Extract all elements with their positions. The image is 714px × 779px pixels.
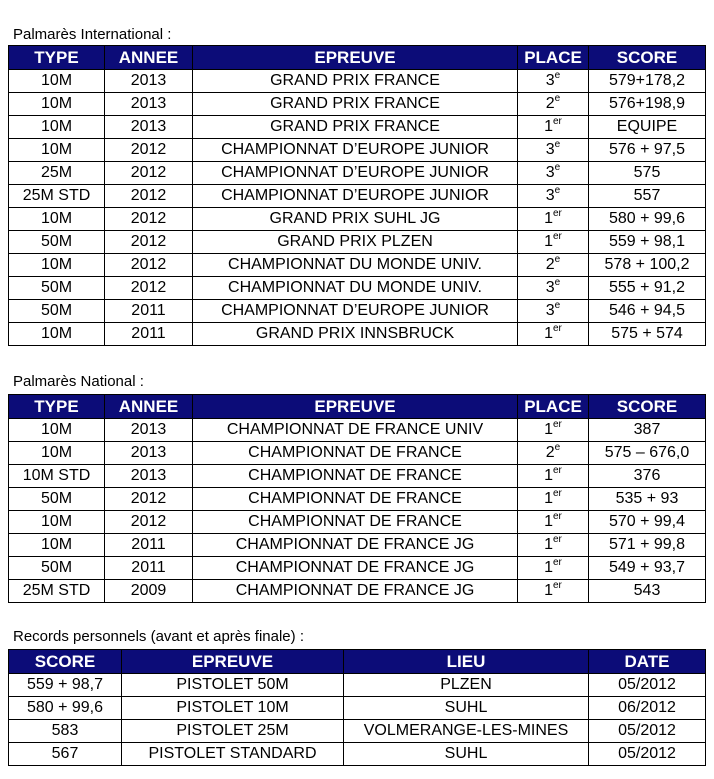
cell-type: 10M (9, 208, 105, 231)
cell-year: 2013 (105, 93, 193, 116)
cell-event: PISTOLET 50M (122, 674, 344, 697)
cell-year: 2011 (105, 323, 193, 346)
header-score: SCORE (589, 395, 706, 419)
place-number: 1 (544, 536, 553, 553)
header-event: EPREUVE (193, 395, 518, 419)
cell-place (518, 93, 589, 116)
cell-score: 557 (589, 185, 706, 208)
cell-date: 05/2012 (589, 720, 706, 743)
table-row (9, 511, 706, 534)
cell-place (518, 70, 589, 93)
place-number: 3 (545, 141, 555, 158)
table-row (9, 534, 706, 557)
cell-event: GRAND PRIX PLZEN (193, 231, 518, 254)
cell-year: 2011 (105, 557, 193, 580)
cell-place (518, 208, 589, 231)
cell-event: CHAMPIONNAT DE FRANCE (193, 488, 518, 511)
place-suffix: e (554, 161, 561, 173)
cell-year: 2012 (105, 208, 193, 231)
cell-event: CHAMPIONNAT D’EUROPE JUNIOR (193, 185, 518, 208)
cell-year: 2013 (105, 116, 193, 139)
place-suffix: e (554, 253, 561, 265)
table-row (9, 185, 706, 208)
place-suffix: e (554, 441, 561, 453)
table-row (9, 465, 706, 488)
place-suffix: er (553, 579, 562, 591)
table-row (9, 419, 706, 442)
table-row (9, 674, 706, 697)
cell-event: PISTOLET STANDARD (122, 743, 344, 766)
cell-score: EQUIPE (589, 116, 706, 139)
cell-year: 2013 (105, 70, 193, 93)
place-number: 1 (544, 233, 553, 250)
place-suffix: e (554, 69, 561, 81)
place-suffix: er (553, 464, 562, 476)
cell-score: 559 + 98,1 (589, 231, 706, 254)
cell-place (518, 116, 589, 139)
cell-year: 2012 (105, 231, 193, 254)
cell-year: 2012 (105, 185, 193, 208)
header-year: ANNEE (105, 46, 193, 70)
cell-event: GRAND PRIX FRANCE (193, 116, 518, 139)
cell-location: SUHL (344, 743, 589, 766)
table-row (9, 254, 706, 277)
header-year: ANNEE (105, 395, 193, 419)
header-place: PLACE (518, 46, 589, 70)
place-number: 2 (545, 95, 555, 112)
cell-date: 05/2012 (589, 743, 706, 766)
cell-event: CHAMPIONNAT DE FRANCE (193, 442, 518, 465)
cell-event: CHAMPIONNAT DE FRANCE (193, 465, 518, 488)
cell-score: 580 + 99,6 (9, 697, 122, 720)
cell-type: 10M (9, 323, 105, 346)
header-type: TYPE (9, 395, 105, 419)
place-suffix: er (553, 487, 562, 499)
cell-score: 387 (589, 419, 706, 442)
place-suffix: er (553, 115, 562, 127)
cell-place (518, 254, 589, 277)
header-date: DATE (589, 650, 706, 674)
cell-location: PLZEN (344, 674, 589, 697)
cell-type: 25M STD (9, 185, 105, 208)
table-row (9, 116, 706, 139)
cell-year: 2013 (105, 465, 193, 488)
cell-event: CHAMPIONNAT D’EUROPE JUNIOR (193, 139, 518, 162)
cell-place (518, 231, 589, 254)
place-suffix: er (553, 418, 562, 430)
header-type: TYPE (9, 46, 105, 70)
cell-event: CHAMPIONNAT DE FRANCE JG (193, 557, 518, 580)
cell-location: VOLMERANGE-LES-MINES (344, 720, 589, 743)
table-header-row (9, 46, 706, 70)
cell-score: 579+178,2 (589, 70, 706, 93)
cell-score: 576 + 97,5 (589, 139, 706, 162)
header-score: SCORE (9, 650, 122, 674)
cell-score: 576+198,9 (589, 93, 706, 116)
table-row (9, 720, 706, 743)
table-row (9, 442, 706, 465)
place-number: 1 (544, 118, 553, 135)
place-number: 1 (544, 513, 553, 530)
cell-type: 50M (9, 300, 105, 323)
cell-year: 2011 (105, 534, 193, 557)
cell-event: GRAND PRIX FRANCE (193, 70, 518, 93)
cell-place (518, 277, 589, 300)
table-row (9, 162, 706, 185)
cell-type: 10M (9, 93, 105, 116)
place-number: 3 (545, 164, 555, 181)
cell-year: 2012 (105, 488, 193, 511)
cell-score: 575 + 574 (589, 323, 706, 346)
table-row (9, 208, 706, 231)
cell-type: 10M (9, 534, 105, 557)
place-suffix: er (553, 322, 562, 334)
table-row (9, 580, 706, 603)
place-number: 1 (544, 490, 553, 507)
records-title: Records personnels (avant et après finale) : (13, 628, 304, 645)
cell-event: GRAND PRIX SUHL JG (193, 208, 518, 231)
place-suffix: er (553, 510, 562, 522)
cell-type: 25M (9, 162, 105, 185)
place-number: 1 (544, 421, 553, 438)
place-number: 3 (545, 72, 555, 89)
place-number: 2 (545, 444, 555, 461)
header-place: PLACE (518, 395, 589, 419)
cell-score: 567 (9, 743, 122, 766)
cell-type: 50M (9, 231, 105, 254)
cell-type: 10M (9, 139, 105, 162)
cell-place (518, 442, 589, 465)
cell-type: 10M (9, 511, 105, 534)
cell-date: 06/2012 (589, 697, 706, 720)
table-row (9, 557, 706, 580)
table-row (9, 70, 706, 93)
cell-place (518, 511, 589, 534)
place-number: 3 (545, 302, 555, 319)
cell-location: SUHL (344, 697, 589, 720)
cell-score: 543 (589, 580, 706, 603)
cell-year: 2011 (105, 300, 193, 323)
records-table (8, 649, 706, 766)
place-suffix: e (554, 92, 561, 104)
cell-year: 2012 (105, 254, 193, 277)
cell-event: CHAMPIONNAT DU MONDE UNIV. (193, 254, 518, 277)
international-table (8, 45, 706, 346)
place-suffix: e (554, 138, 561, 150)
international-title: Palmarès International : (13, 26, 172, 43)
table-row (9, 488, 706, 511)
cell-score: 546 + 94,5 (589, 300, 706, 323)
cell-score: 376 (589, 465, 706, 488)
cell-place (518, 557, 589, 580)
table-row (9, 300, 706, 323)
place-number: 1 (544, 559, 553, 576)
table-row (9, 139, 706, 162)
place-number: 1 (544, 325, 553, 342)
cell-score: 575 – 676,0 (589, 442, 706, 465)
place-number: 3 (545, 279, 555, 296)
place-number: 1 (544, 210, 553, 227)
cell-date: 05/2012 (589, 674, 706, 697)
place-number: 1 (544, 467, 553, 484)
national-title: Palmarès National : (13, 373, 144, 390)
cell-place (518, 580, 589, 603)
national-table (8, 394, 706, 603)
cell-event: GRAND PRIX FRANCE (193, 93, 518, 116)
cell-place (518, 139, 589, 162)
cell-score: 580 + 99,6 (589, 208, 706, 231)
cell-year: 2009 (105, 580, 193, 603)
cell-event: CHAMPIONNAT DE FRANCE (193, 511, 518, 534)
table-header-row (9, 650, 706, 674)
cell-score: 575 (589, 162, 706, 185)
cell-type: 50M (9, 557, 105, 580)
cell-score: 571 + 99,8 (589, 534, 706, 557)
place-suffix: er (553, 556, 562, 568)
place-suffix: e (554, 299, 561, 311)
cell-score: 535 + 93 (589, 488, 706, 511)
cell-event: CHAMPIONNAT DE FRANCE JG (193, 580, 518, 603)
place-suffix: er (553, 533, 562, 545)
place-suffix: e (554, 276, 561, 288)
cell-event: PISTOLET 10M (122, 697, 344, 720)
table-row (9, 323, 706, 346)
cell-type: 10M (9, 70, 105, 93)
place-number: 3 (545, 187, 555, 204)
place-suffix: er (553, 230, 562, 242)
cell-event: CHAMPIONNAT DU MONDE UNIV. (193, 277, 518, 300)
cell-place (518, 465, 589, 488)
table-row (9, 277, 706, 300)
cell-score: 555 + 91,2 (589, 277, 706, 300)
cell-place (518, 185, 589, 208)
cell-place (518, 300, 589, 323)
cell-type: 10M (9, 116, 105, 139)
cell-score: 583 (9, 720, 122, 743)
cell-type: 10M (9, 419, 105, 442)
place-number: 2 (545, 256, 555, 273)
header-score: SCORE (589, 46, 706, 70)
cell-score: 570 + 99,4 (589, 511, 706, 534)
cell-place (518, 534, 589, 557)
cell-type: 50M (9, 488, 105, 511)
cell-score: 578 + 100,2 (589, 254, 706, 277)
cell-score: 549 + 93,7 (589, 557, 706, 580)
cell-event: GRAND PRIX INNSBRUCK (193, 323, 518, 346)
cell-year: 2012 (105, 511, 193, 534)
header-event: EPREUVE (122, 650, 344, 674)
cell-score: 559 + 98,7 (9, 674, 122, 697)
cell-place (518, 488, 589, 511)
cell-year: 2013 (105, 419, 193, 442)
cell-type: 50M (9, 277, 105, 300)
cell-place (518, 419, 589, 442)
cell-event: CHAMPIONNAT D’EUROPE JUNIOR (193, 162, 518, 185)
cell-event: CHAMPIONNAT DE FRANCE UNIV (193, 419, 518, 442)
table-row (9, 93, 706, 116)
place-suffix: er (553, 207, 562, 219)
table-row (9, 231, 706, 254)
cell-year: 2013 (105, 442, 193, 465)
place-suffix: e (554, 184, 561, 196)
table-row (9, 697, 706, 720)
cell-type: 25M STD (9, 580, 105, 603)
cell-event: PISTOLET 25M (122, 720, 344, 743)
place-number: 1 (544, 582, 553, 599)
cell-year: 2012 (105, 277, 193, 300)
header-location: LIEU (344, 650, 589, 674)
cell-year: 2012 (105, 162, 193, 185)
cell-type: 10M (9, 442, 105, 465)
cell-place (518, 323, 589, 346)
cell-event: CHAMPIONNAT DE FRANCE JG (193, 534, 518, 557)
cell-type: 10M (9, 254, 105, 277)
table-header-row (9, 395, 706, 419)
table-row (9, 743, 706, 766)
cell-year: 2012 (105, 139, 193, 162)
cell-place (518, 162, 589, 185)
cell-type: 10M STD (9, 465, 105, 488)
header-event: EPREUVE (193, 46, 518, 70)
cell-event: CHAMPIONNAT D’EUROPE JUNIOR (193, 300, 518, 323)
